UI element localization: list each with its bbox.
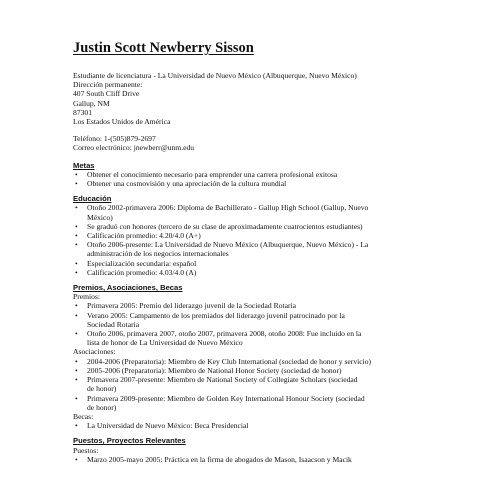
list-item: [73, 311, 423, 329]
bullet-icon: •: [75, 310, 78, 320]
becas-list: [73, 421, 423, 430]
bullet-icon: •: [75, 356, 78, 366]
bullet-icon: •: [75, 240, 78, 250]
section-title-premios: Premios, Asociaciones, Becas: [73, 283, 183, 293]
email-line: Correo electrónico: jnewberr@unm.edu: [73, 143, 195, 153]
asociaciones-list: [73, 357, 423, 412]
bullet-icon: •: [75, 454, 78, 464]
bullet-icon: •: [75, 365, 78, 375]
list-item-text: Calificación promedio: 4.20/4.0 (A+): [87, 231, 201, 241]
list-item: [73, 268, 423, 277]
contact-block: [73, 71, 423, 126]
bullet-icon: •: [75, 421, 78, 431]
list-item-text: La Universidad de Nuevo México: Beca Presidencial: [87, 421, 249, 431]
list-item-text: Primavera 2009-presente: Miembro de Golden Key International Honour Society (sociedad: [87, 393, 365, 403]
list-item-text: Marzo 2005-mayo 2005: Práctica en la firma de abogados de Mason, Isaacson y Macik: [87, 454, 352, 464]
list-item: [73, 394, 423, 412]
list-item: [73, 179, 423, 188]
premios-label: Premios:: [73, 292, 101, 302]
list-item-text: Especialización secundaria: español: [87, 258, 197, 268]
resume-name: Justin Scott Newberry Sisson: [73, 40, 254, 56]
list-item-text: 2004-2006 (Preparatoria): Miembro de Key Club International (sociedad de honor y servicio): [87, 356, 372, 366]
bullet-icon: •: [75, 203, 78, 213]
list-item-text: Otoño 2006, primavera 2007, otoño 2007, primavera 2008, otoño 2008: Fue incluido en la: [87, 329, 362, 339]
bullet-icon: •: [75, 231, 78, 241]
list-item: [73, 329, 423, 347]
premios-list: [73, 301, 423, 347]
contact-line: 407 South Cliff Drive: [73, 89, 140, 99]
bullet-icon: •: [75, 301, 78, 311]
list-item: [73, 240, 423, 258]
list-item-text: Otoño 2002-primavera 2006: Diploma de Bachillerato - Gallup High School (Gallup, Nuevo: [87, 203, 369, 213]
list-item: [73, 170, 423, 179]
contact-line: 87301: [73, 107, 92, 117]
list-item-text: administración de los negocios internacionales: [87, 249, 229, 259]
educacion-list: [73, 203, 423, 277]
list-item-text: 2005-2006 (Preparatoria): Miembro de National Honor Society (sociedad de honor): [87, 365, 342, 375]
bullet-icon: •: [75, 179, 78, 189]
phone-line: Teléfono: 1-(505)879-2697: [73, 134, 156, 144]
section-title-metas: Metas: [73, 160, 95, 170]
bullet-icon: •: [75, 375, 78, 385]
list-item-text: lista de honor de La Universidad de Nuevo México: [87, 338, 243, 348]
list-item-text: Obtener una cosmovisión y una apreciación de la cultura mundial: [87, 179, 287, 189]
list-item: [73, 259, 423, 268]
phone-email-block: [73, 134, 423, 152]
contact-line: Gallup, NM: [73, 98, 110, 108]
asociaciones-label: Asociaciones:: [73, 347, 116, 357]
list-item-text: de honor): [87, 402, 117, 412]
list-item-text: Sociedad Rotaria: [87, 319, 140, 329]
list-item: [73, 203, 423, 221]
list-item: [73, 301, 423, 310]
becas-label: Becas:: [73, 411, 94, 421]
list-item-text: Se graduó con honores (tercero de su clase de aproximadamente cuatrocientos estudiantes): [87, 221, 363, 231]
bullet-icon: •: [75, 169, 78, 179]
list-item-text: Otoño 2006-presente: La Universidad de Nuevo México (Albuquerque, Nuevo México) - La: [87, 240, 369, 250]
list-item: [73, 357, 423, 366]
section-title-puestos: Puestos, Proyectos Relevantes: [73, 436, 186, 446]
contact-line: Los Estados Unidos de América: [73, 117, 171, 127]
list-item: [73, 455, 423, 464]
resume-page: [73, 40, 423, 464]
list-item-text: Calificación promedio: 4.03/4.0 (A): [87, 267, 197, 277]
bullet-icon: •: [75, 267, 78, 277]
contact-line: Estudiante de licenciatura - La Universidad de Nuevo México (Albuquerque, Nuevo México): [73, 71, 357, 80]
list-item: [73, 421, 423, 430]
bullet-icon: •: [75, 329, 78, 339]
puestos-label: Puestos:: [73, 445, 99, 455]
metas-list: [73, 170, 423, 188]
list-item: [73, 375, 423, 393]
list-item-text: México): [87, 212, 113, 222]
section-title-educacion: Educación: [73, 194, 112, 204]
list-item-text: Verano 2005: Campamento de los premiados del liderazgo juvenil patrocinado por la: [87, 310, 345, 320]
list-item-text: Primavera 2005: Premio del liderazgo juvenil de la Sociedad Rotaria: [87, 301, 296, 311]
bullet-icon: •: [75, 221, 78, 231]
puestos-list: [73, 455, 423, 464]
bullet-icon: •: [75, 258, 78, 268]
list-item-text: de honor): [87, 384, 117, 394]
list-item: [73, 222, 423, 231]
list-item: [73, 231, 423, 240]
list-item: [73, 366, 423, 375]
list-item-text: Primavera 2007-presente: Miembro de National Society of Collegiate Scholars (sociedad: [87, 375, 358, 385]
bullet-icon: •: [75, 393, 78, 403]
list-item-text: Obtener el conocimiento necesario para emprender una carrera profesional exitosa: [87, 169, 338, 179]
contact-line: Dirección permanente:: [73, 80, 143, 90]
